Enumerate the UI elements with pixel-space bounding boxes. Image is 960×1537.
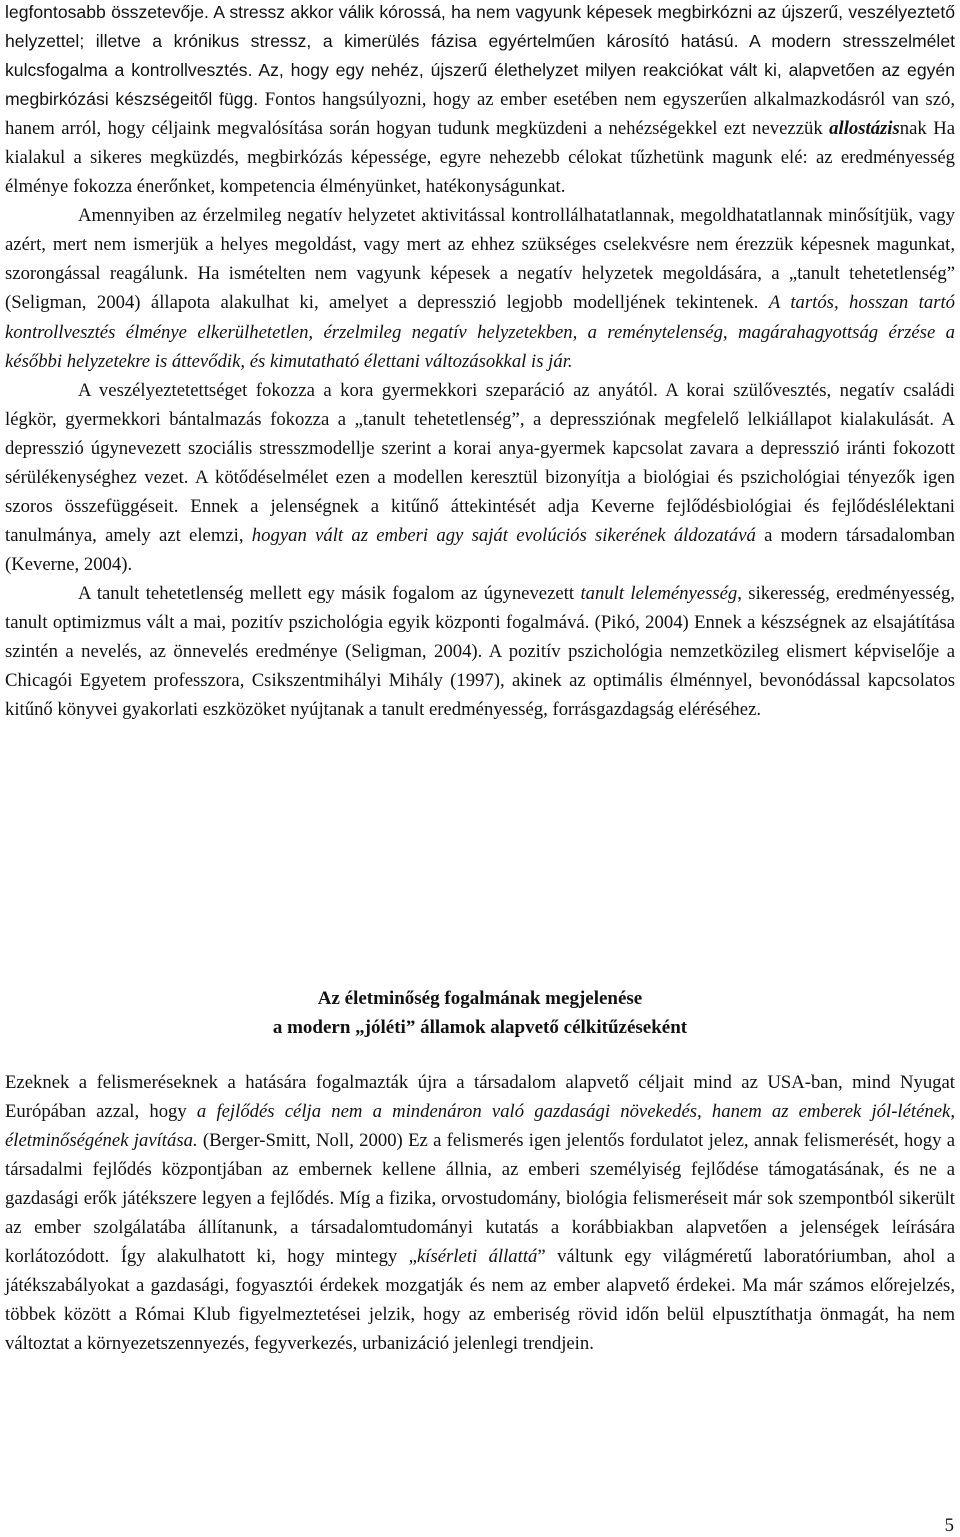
section-heading [0,984,960,1042]
text-run: Ezeknek a felismeréseknek a hatására fogalmazták újra a társadalom alapvető céljait mind az USA-ban, mind Nyugat Európában azzal, hogy [5,1072,955,1123]
term-allostazis: allostázis [829,118,900,140]
text-run: a modern társadalomban (Keverne, 2004). [5,524,955,575]
text-run: A tanult tehetetlenség mellett egy másik fogalom az úgynevezett [78,582,581,604]
heading-line-1: Az életminőség fogalmának megjelenése [317,988,643,1009]
text-run: ” váltunk egy világméretű laboratóriumban, ahol a játékszabályokat a gazdasági, fogyasztói érdekek mozgatják és nem az ember alapvető érdekei. Ma már számos előrejelzés, többek között a Római Klub figyelmeztetései jelzik, hogy az emberiség rövid időn belül elpusztíthatja önmagát, ha nem változtat a környezetszennyezés, fegyverkezés, urbanizáció jelenlegi trendjein. [5,1246,955,1355]
paragraph-stress [5,0,955,201]
paragraph-separation [5,376,955,579]
text-run: legfontosabb összetevője. A stressz akkor válik kórossá, ha nem vagyunk képesek megbirkózni az újszerű, veszélyeztető helyzettel; illetve a krónikus stressz, a kimerülés fázisa egyértelműen károsító hatású. A modern stresszelmélet kulcsfogalma a kontrollvesztés. Az, hogy egy nehéz, újszerű élethelyzet milyen reakciókat vált ki, alapvetően az egyén megbirkózási készségeitől függ. [5,2,955,110]
paragraph-quality-of-life [5,1068,955,1358]
section-2-text [5,1068,955,1358]
italic-run: kísérleti állattá [416,1246,538,1268]
text-run: Fontos hangsúlyozni, hogy az ember esetében nem egyszerűen alkalmazkodásról van szó, hanem arról, hogy céljaink megvalósítása során hogyan tudunk megküzdeni a nehézségekkel ezt nevezzük [5,89,956,140]
italic-run: A tartós, hosszan tartó kontrollvesztés élménye elkerülhetetlen, érzelmileg negatív helyzetekben, a reménytelenség, magárahagyottság érzése a későbbi helyzetekre is áttevődik, és kimutatható élettani változásokkal is jár. [5,292,955,372]
italic-run: hogyan vált az emberi agy saját evolúciós sikerének áldozatává [251,524,756,546]
paragraph-learned-helplessness [5,201,955,375]
text-run: nak Ha kialakul a sikeres megküzdés, megbirkózás képessége, egyre nehezebb célokat tűzhetünk magunk elé: az eredményesség élménye fokozza énerőnket, kompetencia élményünket, hatékonyságunkat. [5,118,955,198]
text-run: (Berger-Smitt, Noll, 2000) Ez a felismerés igen jelentős fordulatot jelez, annak felismerését, hogy a társadalmi fejlődés központjában az embernek kellene állnia, az emberi személyiség fejlődése támogatásának, és ne a gazdasági erők játékszere legyen a fejlődés. Míg a fizika, orvostudomány, biológia felismeréseit már sok szempontból sikerült az ember szolgálatába állítanunk, a társadalomtudományi kutatás a korábbiakban alapvetően a jelenségek leírására korlátozódott. Így alakulhatott ki, hogy mintegy „ [5,1130,955,1268]
text-run: A veszélyeztetettséget fokozza a kora gyermekkori szeparáció az anyától. A korai szülővesztés, negatív családi légkör, gyermekkori bántalmazás fokozza a „tanult tehetetlenség”, a depressziónak megfelelő lelkiállapot kialakulását. A depresszió úgynevezett szociális stresszmodellje szerint a korai anya-gyermek kapcsolat zavara a depresszió iránti fokozott sérülékenységhez vezet. A kötődéselmélet ezen a modellen keresztül bizonyítja a biológiai és pszichológiai tényezők igen szoros összefüggéseit. Ennek a jelenségnek a kitűnő áttekintését adja Keverne fejlődésbiológiai és fejlődéslélektani tanulmánya, amely azt elemzi, [5,379,955,546]
text-run: Amennyiben az érzelmileg negatív helyzetet aktivitással kontrollálhatatlannak, megoldhatatlannak minősítjük, vagy azért, mert nem ismerjük a helyes megoldást, vagy mert az ehhez szükséges cselekvésre nem érezzük képesnek magunkat, szorongással reagálunk. Ha ismételten nem vagyunk képesek a negatív helyzetek megoldására, a „tanult tehetetlenség” (Seligman, 2004) állapota alakulhat ki, amelyet a depresszió legjobb modelljének tekintenek. [5,205,955,314]
italic-run: tanult leleményesség [580,582,738,604]
paragraph-learned-resourcefulness [5,579,955,724]
italic-run: a fejlődés célja nem a mindenáron való gazdasági növekedés, hanem az emberek jól-létének, életminőségének javítása. [5,1101,955,1152]
text-run: , sikeresség, eredményesség, tanult optimizmus vált a mai, pozitív pszichológia egyik központi fogalmává. (Pikó, 2004) Ennek a készségnek az elsajátítása szintén a nevelés, az önnevelés eredménye (Seligman, 2004). A pozitív pszichológia nemzetközileg elismert képviselője a Chicagói Egyetem professzora, Csikszentmihályi Mihály (1997), akinek az optimális élménnyel, bevonódással kapcsolatos kitűnő könyvei gyakorlati eszközöket nyújtanak a tanult eredményesség, forrásgazdagság eléréséhez. [5,582,955,721]
page-number: 5 [944,1515,954,1536]
heading-line-2: a modern „jóléti” államok alapvető célkitűzéseként [272,1017,688,1038]
section-1-text [5,0,955,724]
